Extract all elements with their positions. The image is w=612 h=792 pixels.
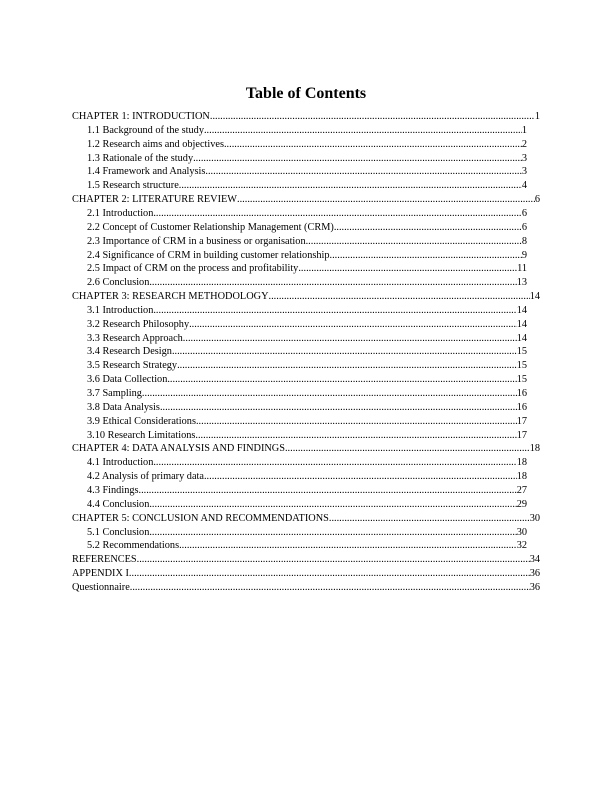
toc-section-entry[interactable] — [87, 539, 527, 553]
toc-section-entry[interactable] — [87, 318, 527, 332]
toc-entry-label: CHAPTER 2: LITERATURE REVIEW — [72, 194, 238, 206]
toc-entry-label: 2.2 Concept of Customer Relationship Management (CRM) — [87, 221, 334, 233]
toc-chapter-entry[interactable] — [72, 442, 540, 456]
toc-section-entry[interactable] — [87, 415, 527, 429]
toc-entry-page: 17 — [516, 415, 527, 427]
toc-leader-dots — [189, 318, 517, 332]
toc-entry-label: 3.10 Research Limitations — [87, 429, 196, 441]
toc-section-entry[interactable] — [87, 179, 527, 193]
toc-leader-dots — [269, 290, 530, 304]
toc-entry-page: 3 — [521, 166, 527, 178]
toc-entry-label: APPENDIX I — [72, 568, 129, 580]
toc-entry-page: 4 — [521, 180, 527, 192]
toc-entry-page: 6 — [521, 207, 527, 219]
toc-leader-dots — [179, 179, 522, 193]
toc-entry-label: 3.7 Sampling — [87, 388, 142, 399]
toc-entry-page: 36 — [529, 581, 540, 593]
toc-entry-page: 30 — [529, 512, 540, 524]
toc-leader-dots — [237, 193, 535, 207]
toc-section-entry[interactable] — [87, 401, 527, 415]
toc-entry-page: 13 — [516, 277, 527, 289]
toc-section-entry[interactable] — [87, 345, 527, 359]
toc-entry-page: 36 — [529, 568, 540, 580]
toc-entry-label: 3.9 Ethical Considerations — [87, 415, 196, 427]
toc-section-entry[interactable] — [87, 359, 527, 373]
toc-entry-label: 3.1 Introduction — [87, 304, 154, 316]
toc-leader-dots — [204, 470, 517, 484]
toc-leader-dots — [204, 124, 522, 138]
toc-leader-dots — [149, 526, 516, 540]
toc-entry-label: 1.1 Background of the study — [87, 124, 204, 136]
toc-entry-page: 3 — [521, 152, 527, 164]
toc-leader-dots — [130, 581, 530, 595]
toc-chapter-entry[interactable] — [72, 512, 540, 526]
toc-leader-dots — [306, 235, 522, 249]
toc-section-entry[interactable] — [87, 456, 527, 470]
toc-section-entry[interactable] — [87, 124, 527, 138]
toc-leader-dots — [224, 138, 522, 152]
toc-entry-label: CHAPTER 1: INTRODUCTION — [72, 111, 210, 122]
toc-entry-label: 2.3 Importance of CRM in a business or organisation — [87, 235, 306, 247]
toc-section-entry[interactable] — [87, 276, 527, 290]
toc-entry-page: 16 — [516, 388, 527, 399]
toc-section-entry[interactable] — [87, 262, 527, 276]
toc-entry-label: 1.4 Framework and Analysis — [87, 166, 206, 178]
toc-entry-page: 17 — [516, 429, 527, 441]
toc-entry-page: 14 — [516, 304, 527, 316]
toc-entry-page: 15 — [516, 360, 527, 372]
toc-section-entry[interactable] — [87, 304, 527, 318]
toc-entry-label: CHAPTER 3: RESEARCH METHODOLOGY — [72, 291, 269, 303]
toc-entry-label: 1.5 Research structure — [87, 180, 179, 192]
toc-leader-dots — [193, 152, 522, 166]
toc-leader-dots — [177, 359, 517, 373]
toc-chapter-entry[interactable] — [72, 193, 540, 207]
toc-entry-page: 15 — [516, 374, 527, 386]
toc-entry-page: 32 — [516, 540, 527, 552]
toc-section-entry[interactable] — [87, 138, 527, 152]
toc-leader-dots — [298, 262, 517, 276]
toc-entry-page: 14 — [516, 332, 527, 344]
toc-entry-page: 6 — [521, 221, 527, 233]
toc-entry-page: 6 — [534, 194, 540, 206]
toc-leader-dots — [334, 221, 522, 235]
toc-chapter-entry[interactable] — [72, 553, 540, 567]
toc-entry-page: 8 — [521, 235, 527, 247]
toc-leader-dots — [183, 332, 517, 346]
toc-entry-label: 5.2 Recommendations — [87, 540, 180, 552]
toc-leader-dots — [205, 165, 521, 179]
toc-leader-dots — [285, 442, 530, 456]
toc-chapter-entry[interactable] — [72, 581, 540, 595]
toc-leader-dots — [149, 276, 516, 290]
toc-entry-page: 18 — [516, 471, 527, 483]
toc-entry-label: 4.2 Analysis of primary data — [87, 471, 204, 483]
toc-leader-dots — [149, 498, 516, 512]
toc-chapter-entry[interactable] — [72, 110, 540, 124]
toc-entry-label: 3.6 Data Collection — [87, 374, 168, 386]
toc-entry-page: 29 — [516, 498, 527, 510]
toc-section-entry[interactable] — [87, 387, 527, 401]
toc-entry-label: 3.8 Data Analysis — [87, 401, 160, 413]
toc-section-entry[interactable] — [87, 165, 527, 179]
toc-entry-page: 14 — [529, 291, 540, 303]
toc-leader-dots — [330, 249, 522, 263]
toc-leader-dots — [142, 387, 517, 401]
toc-leader-dots — [179, 539, 517, 553]
toc-entry-label: 1.2 Research aims and objectives — [87, 138, 224, 150]
toc-leader-dots — [153, 304, 516, 318]
toc-section-entry[interactable] — [87, 484, 527, 498]
toc-section-entry[interactable] — [87, 373, 527, 387]
toc-chapter-entry[interactable] — [72, 290, 540, 304]
toc-entry-page: 34 — [529, 554, 540, 566]
toc-entry-label: REFERENCES — [72, 554, 137, 566]
toc-entry-label: 1.3 Rationale of the study — [87, 152, 194, 164]
toc-entry-label: 3.5 Research Strategy — [87, 360, 178, 372]
toc-entry-page: 9 — [521, 249, 527, 261]
toc-leader-dots — [137, 553, 530, 567]
toc-leader-dots — [196, 415, 517, 429]
toc-entry-label: 2.6 Conclusion — [87, 277, 150, 289]
toc-entry-label: 2.5 Impact of CRM on the process and profitability — [87, 263, 299, 275]
toc-entry-page: 1 — [534, 111, 540, 122]
toc-leader-dots — [129, 567, 530, 581]
toc-entry-page: 2 — [521, 138, 527, 150]
toc-section-entry[interactable] — [87, 429, 527, 443]
toc-entry-page: 18 — [529, 443, 540, 455]
toc-section-entry[interactable] — [87, 249, 527, 263]
toc-entry-label: 3.4 Research Design — [87, 346, 172, 358]
toc-entry-label: 4.1 Introduction — [87, 457, 154, 469]
toc-section-entry[interactable] — [87, 498, 527, 512]
toc-leader-dots — [172, 345, 517, 359]
toc-section-entry[interactable] — [87, 235, 527, 249]
toc-entry-page: 27 — [516, 484, 527, 496]
toc-entry-label: 4.4 Conclusion — [87, 498, 150, 510]
page-title: Table of Contents — [245, 85, 367, 102]
toc-entry-label: 2.1 Introduction — [87, 207, 154, 219]
toc-entry-page: 16 — [516, 401, 527, 413]
toc-leader-dots — [160, 401, 517, 415]
toc-section-entry[interactable] — [87, 526, 527, 540]
toc-chapter-entry[interactable] — [72, 567, 540, 581]
toc-leader-dots — [195, 429, 516, 443]
toc-entry-page: 15 — [516, 346, 527, 358]
toc-entry-page: 18 — [516, 457, 527, 469]
toc-leader-dots — [139, 484, 517, 498]
toc-leader-dots — [329, 512, 530, 526]
toc-entry-label: 3.2 Research Philosophy — [87, 318, 190, 330]
toc-section-entry[interactable] — [87, 207, 527, 221]
toc-leader-dots — [153, 456, 516, 470]
toc-section-entry[interactable] — [87, 152, 527, 166]
toc-entry-label: 4.3 Findings — [87, 484, 139, 496]
toc-leader-dots — [210, 110, 535, 124]
toc-section-entry[interactable] — [87, 332, 527, 346]
toc-leader-dots — [153, 207, 521, 221]
toc-entry-label: 3.3 Research Approach — [87, 332, 183, 344]
toc-entry-label: CHAPTER 5: CONCLUSION AND RECOMMENDATIONS — [72, 512, 329, 524]
toc-entry-page: 11 — [517, 263, 527, 275]
toc-entry-label: 2.4 Significance of CRM in building customer relationship — [87, 249, 330, 261]
toc-section-entry[interactable] — [87, 221, 527, 235]
toc-section-entry[interactable] — [87, 470, 527, 484]
toc-entry-page: 1 — [521, 124, 527, 136]
toc-entry-label: Questionnaire — [72, 581, 130, 593]
toc-entry-label: CHAPTER 4: DATA ANALYSIS AND FINDINGS — [72, 443, 285, 455]
toc-entry-label: 5.1 Conclusion — [87, 526, 150, 538]
toc-entry-page: 30 — [516, 526, 527, 538]
toc-entry-page: 14 — [516, 318, 527, 330]
toc-leader-dots — [167, 373, 516, 387]
